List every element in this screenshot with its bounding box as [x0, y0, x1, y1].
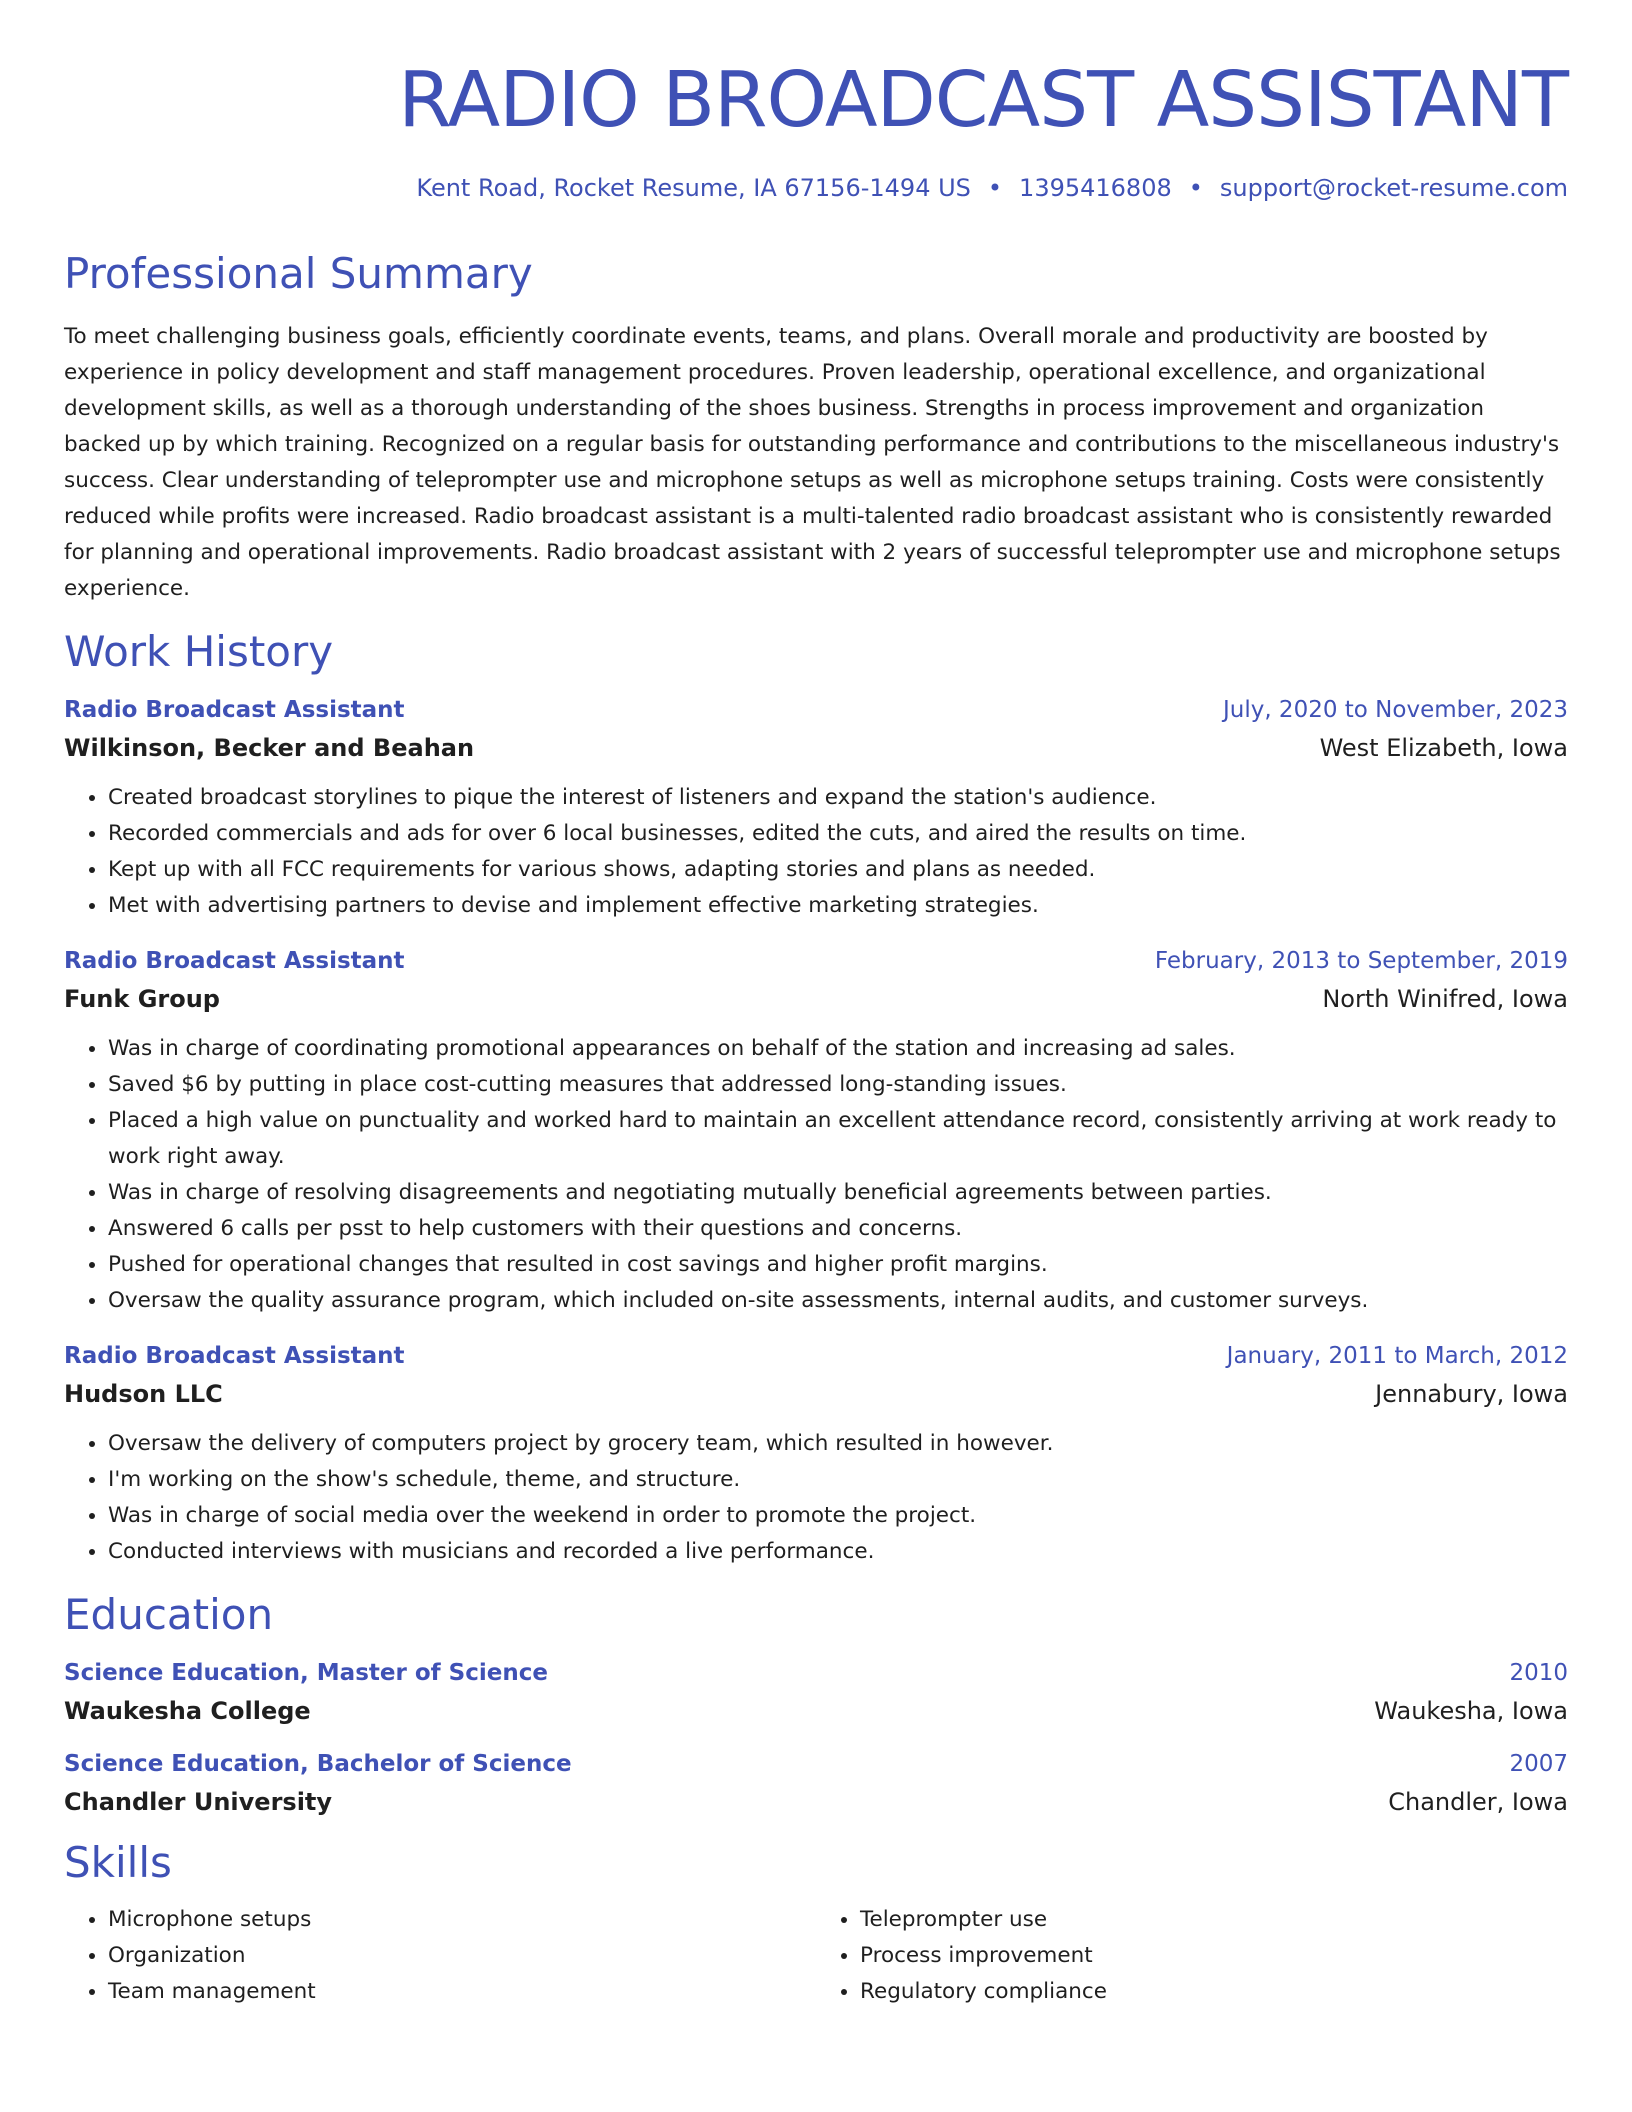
- job-title: Radio Broadcast Assistant: [64, 948, 405, 974]
- education-location: Waukesha, Iowa: [1374, 1697, 1568, 1725]
- skills-list-right: [816, 1902, 1568, 2010]
- job-title: Radio Broadcast Assistant: [64, 1343, 405, 1369]
- skills-heading: Skills: [64, 1838, 172, 1887]
- skills-section: [64, 1838, 1568, 2010]
- job-title: Radio Broadcast Assistant: [64, 697, 405, 723]
- job-bullets: [64, 1426, 1568, 1570]
- skill-item: • Organization: [108, 1938, 816, 1974]
- skill-item: • Regulatory compliance: [860, 1974, 1568, 2010]
- job-dates: February, 2013 to September, 2019: [1154, 948, 1568, 974]
- skills-list-left: [64, 1902, 816, 2010]
- job-company-row: [64, 985, 1568, 1013]
- job-bullet: • Oversaw the delivery of computers project by grocery team, which resulted in however.: [108, 1426, 1568, 1462]
- education-year: 2010: [1509, 1660, 1568, 1686]
- job-location: Jennabury, Iowa: [1375, 1380, 1568, 1408]
- job-header-row: [64, 697, 1568, 723]
- education-heading: Education: [64, 1590, 274, 1639]
- skill-item: • Process improvement: [860, 1938, 1568, 1974]
- job-bullet: • Was in charge of social media over the weekend in order to promote the project.: [108, 1498, 1568, 1534]
- job-bullets: [64, 1031, 1568, 1319]
- job-bullet: • Kept up with all FCC requirements for various shows, adapting stories and plans as needed.: [108, 852, 1568, 888]
- job-bullet: • Pushed for operational changes that resulted in cost savings and higher profit margins.: [108, 1247, 1568, 1283]
- job-entry: [64, 697, 1568, 924]
- work-history-section: [64, 627, 1568, 1570]
- education-school: Chandler University: [64, 1788, 333, 1816]
- job-location: North Winifred, Iowa: [1322, 985, 1568, 1013]
- contact-email[interactable]: support@rocket-resume.com: [1219, 174, 1568, 202]
- job-location: West Elizabeth, Iowa: [1319, 734, 1568, 762]
- job-company: Hudson LLC: [64, 1380, 223, 1408]
- contact-line: [64, 173, 1568, 203]
- contact-separator: •: [1188, 174, 1203, 202]
- job-bullet: • Oversaw the quality assurance program, which included on-site assessments, internal audits, and customer surveys.: [108, 1283, 1568, 1319]
- job-bullet: • Conducted interviews with musicians and recorded a live performance.: [108, 1534, 1568, 1570]
- skill-item: • Microphone setups: [108, 1902, 816, 1938]
- job-header-row: [64, 948, 1568, 974]
- job-bullet: • Created broadcast storylines to pique the interest of listeners and expand the station's audience.: [108, 780, 1568, 816]
- education-school: Waukesha College: [64, 1697, 311, 1725]
- job-company: Wilkinson, Becker and Beahan: [64, 734, 475, 762]
- education-entry: [64, 1751, 1568, 1816]
- work-history-heading: Work History: [64, 627, 334, 676]
- job-bullet: • Answered 6 calls per psst to help customers with their questions and concerns.: [108, 1211, 1568, 1247]
- job-bullet: • Saved $6 by putting in place cost-cutting measures that addressed long-standing issues.: [108, 1067, 1568, 1103]
- summary-text: To meet challenging business goals, efficiently coordinate events, teams, and plans. Overall morale and productivity are boosted by experience in policy development and staff management procedures. Proven leadership, operational excellence, and organizational development skills, as well as a thorough understanding of the shoes business. Strengths in process improvement and organization backed up by which training. Recognized on a regular basis for outstanding performance and contributions to the miscellaneous industry's success. Clear understanding of teleprompter use and microphone setups as well as microphone setups training. Costs were consistently reduced while profits were increased. Radio broadcast assistant is a multi-talented radio broadcast assistant who is consistently rewarded for planning and operational improvements. Radio broadcast assistant with 2 years of successful teleprompter use and microphone setups experience.: [64, 324, 1561, 601]
- contact-separator: •: [987, 174, 1003, 202]
- education-school-row: [64, 1697, 1568, 1725]
- education-year: 2007: [1509, 1751, 1568, 1777]
- job-bullet: • Met with advertising partners to devise and implement effective marketing strategies.: [108, 888, 1568, 924]
- summary-heading: Professional Summary: [64, 249, 533, 298]
- education-header-row: [64, 1751, 1568, 1777]
- job-bullet: • Was in charge of coordinating promotional appearances on behalf of the station and increasing ad sales.: [108, 1031, 1568, 1067]
- job-bullet: • Placed a high value on punctuality and worked hard to maintain an excellent attendance record, consistently arriving at work ready to work right away.: [108, 1103, 1568, 1175]
- skills-grid: [64, 1902, 1568, 2010]
- summary-section: [64, 249, 1568, 607]
- job-bullet: • Was in charge of resolving disagreements and negotiating mutually beneficial agreements between parties.: [108, 1175, 1568, 1211]
- job-company-row: [64, 734, 1568, 762]
- job-entry: [64, 948, 1568, 1319]
- candidate-name: RADIO BROADCAST ASSISTANT: [398, 56, 1568, 145]
- education-header-row: [64, 1660, 1568, 1686]
- education-entry: [64, 1660, 1568, 1725]
- contact-phone: 1395416808: [1019, 174, 1172, 202]
- education-section: [64, 1590, 1568, 1816]
- job-bullet: • Recorded commercials and ads for over 6 local businesses, edited the cuts, and aired the results on time.: [108, 816, 1568, 852]
- job-company: Funk Group: [64, 985, 220, 1013]
- education-location: Chandler, Iowa: [1388, 1788, 1568, 1816]
- skill-item: • Team management: [108, 1974, 816, 2010]
- education-degree: Science Education, Bachelor of Science: [64, 1751, 572, 1777]
- job-bullets: [64, 780, 1568, 924]
- job-bullet: • I'm working on the show's schedule, theme, and structure.: [108, 1462, 1568, 1498]
- job-header-row: [64, 1343, 1568, 1369]
- skill-item: • Teleprompter use: [860, 1902, 1568, 1938]
- job-company-row: [64, 1380, 1568, 1408]
- education-school-row: [64, 1788, 1568, 1816]
- education-degree: Science Education, Master of Science: [64, 1660, 548, 1686]
- job-dates: July, 2020 to November, 2023: [1222, 697, 1568, 723]
- job-dates: January, 2011 to March, 2012: [1226, 1343, 1568, 1369]
- job-entry: [64, 1343, 1568, 1570]
- contact-address: Kent Road, Rocket Resume, IA 67156-1494 US: [416, 174, 971, 202]
